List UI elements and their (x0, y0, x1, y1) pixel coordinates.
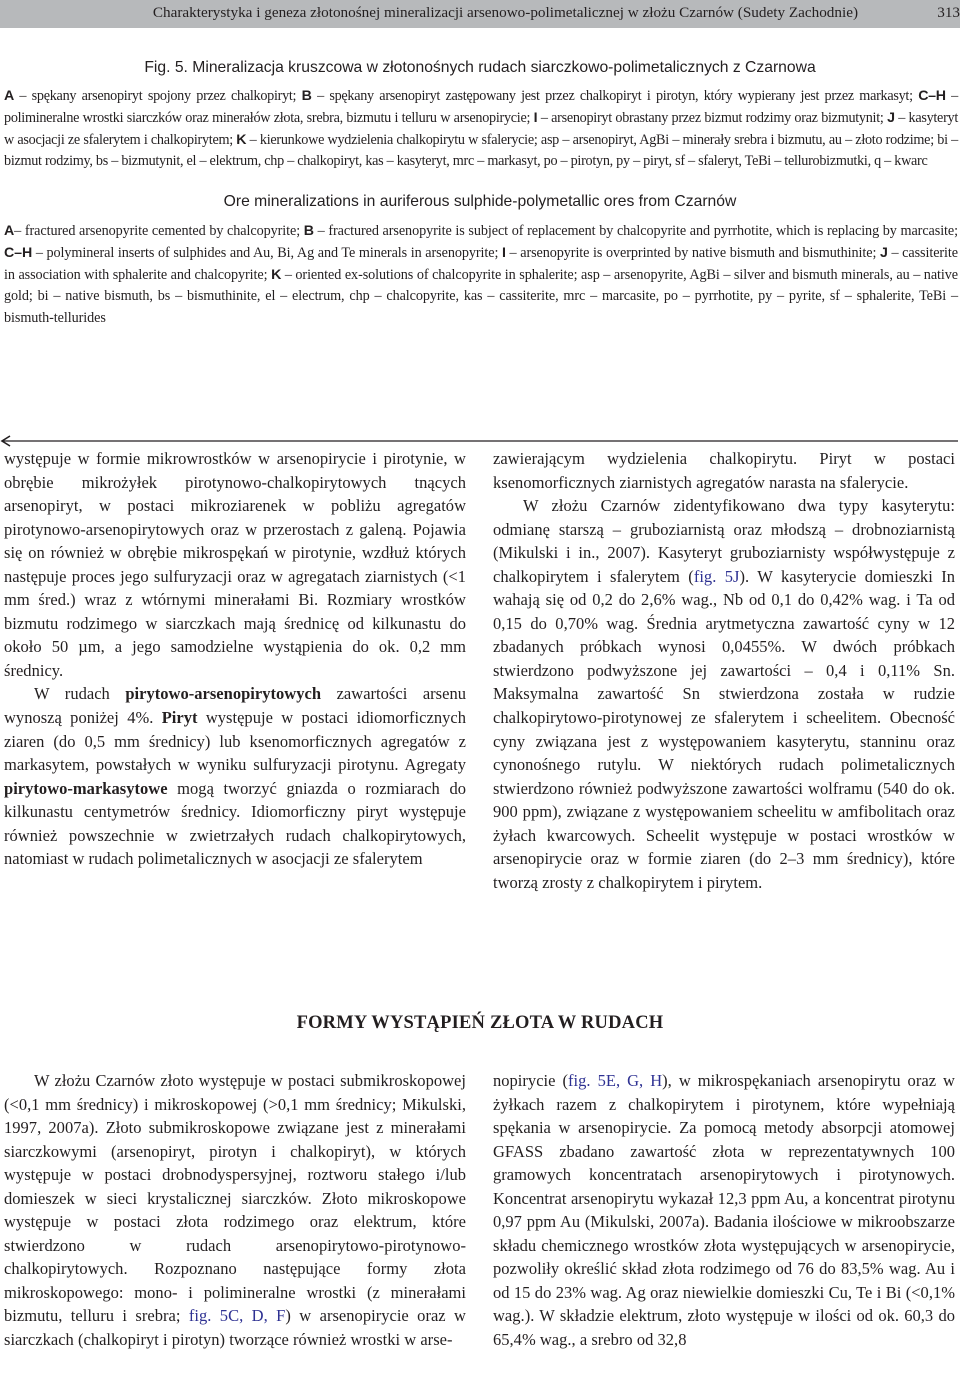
paragraph: W rudach pirytowo-arsenopirytowych zawartości arsenu wynoszą poniżej 4%. Piryt występuje w postaci idiomorficznych ziaren (do 0,5 mm średnicy) lub ksenomorficznych agregatów z markasytem, powstałych w wyniku sulfuryzacji pirotynu. Agregaty pirytowo-markasytowe mogą tworzyć gniazda o rozmiarach do kilkunastu centymetrów średnicy. Idiomorficzny piryt występuje również powszechnie w zwietrzałych rudach chalkopirytowych, natomiast w rudach polimetalicznych w asocjacji ze sfalerytem (4, 684, 466, 869)
running-header (0, 0, 960, 28)
caption-pl-label-a: A – spękany arsenopiryt spojony przez chalkopiryt; (4, 88, 302, 104)
caption-en-label-c-h: C–H – polymineral inserts of sulphides and Au, Bi, Ag and Te minerals in arsenopyrite; (4, 244, 502, 261)
paragraph: W złożu Czarnów zidentyfikowano dwa typy kasyterytu: odmianę starszą – gruboziarnistą oraz młodszą – drobnoziarnistą (Mikulski i in., 2007). Kasyteryt gruboziarnisty współwystępuje z chalkopirytem i sfalerytem (fig. 5J). W kasyterycie domieszki In wahają się od 0,2 do 2,6% wag., Nb od 0,1 do 0,42% wag. i Ta od 0,15 do 0,70% wag. Średnia arytmetyczna zawartość cyny w 12 zbadanych próbkach wynosi 0,0455%. W dwóch próbkach stwierdzono podwyższone jej zawartości – 0,4 i 0,11% Sn. Maksymalna zawartość Sn stwierdzona została w rudzie chalkopirytowo-pirotynowej ze sfalerytem i scheelitem. Obecność cyny związana jest z występowaniem kasyterytu, stanninu oraz cynonośnego rutylu. W niektórych rudach polimetalicznych stwierdzono również podwyższone zawartości wolframu (540 do ok. 900 ppm), związane z występowaniem scheelitu w amfibolitach oraz żyłach kwarcowych. Scheelit występuje w postaci wrostków w arsenopirycie oraz w formie ziaren (do 2–3 mm średnicy), które tworzą zrosty z chalkopirytem i pirytem. (493, 496, 956, 892)
figure-caption-en (4, 221, 958, 330)
caption-en-label-k: K – oriented ex-solutions of chalcopyrite in sphalerite; asp – arsenopyrite, AgBi – silver and bismuth minerals, au – native gold; bi – native bismuth, bs – bismuthinite, el – electrum, chp – chalcopyrite, kas – cassiterite, mrc – marcasite, po – pyrrhotite, py – pyrite, sf – sphalerite, TeBi – bismuth-tellurides (4, 266, 958, 327)
continuation-arrow-icon (0, 435, 960, 447)
paragraph: nopirycie (fig. 5E, G, H), w mikrospękaniach arsenopirytu oraz w żyłkach razem z chalkopirytem i pirotynem, które wypełniają spękania w arsenopirycie. Za pomocą metody absorpcji atomowej GFASS zbadano zawartość złota w reprezentatywnych 100 gramowych koncentratach arsenopirytowych i pirotynowych. Koncentrat arsenopirytu wykazał 12,3 ppm Au, a koncentrat pirotynu 0,97 ppm Au (Mikulski, 2007a). Badania ilościowe w mikroobszarze składu chemicznego wrostków złota występujących w arsenopirycie, pozwoliły określić skład złota rodzimego od 76 do 83,5% wag. Au i od 15 do 23% wag. Ag oraz niewielkie domieszki Cu, Te i Bi (<0,1% wag.). W składzie elektrum, złoto występuje w ilości od ok. 60,3 do 65,4% wag., a srebro od 32,8 (493, 1071, 955, 1350)
figure-title: Fig. 5. Mineralizacja kruszcowa w złotonośnych rudach siarczkowo-polimetalicznych z Czarnowa (144, 59, 816, 76)
figure-link[interactable]: fig. 5J (693, 566, 740, 586)
paragraph: W złożu Czarnów złoto występuje w postaci submikroskopowej (<0,1 mm średnicy) i mikroskopowej (>0,1 mm średnicy; Mikulski, 1997, 2007a). Złoto submikroskopowe związane jest z minerałami siarczkowymi (arsenopiryt, pirotyn i chalkopiryt), w których występuje w postaci drobnodyspersyjnej, roztworu stałego i/lub domieszek w sieci krystalicznej siarczków. Złoto mikroskopowe występuje w postaci złota rodzimego oraz elektrum, które stwierdzono w rudach arsenopirytowo-pirotynowo-chalkopirytowych. Rozpoznano następujące formy złota mikroskopowego: mono- i polimineralne wrostki (z minerałami bizmutu, telluru i srebra; fig. 5C, D, F) w arsenopirycie oraz w siarczkach (chalkopiryt i pirotyn) tworzące również wrostki w arse- (4, 1071, 466, 1350)
running-header-title: Charakterystyka i geneza złotonośnej mineralizacji arsenowo-polimetalicznej w złożu Czarnów (Sudety Zachodnie) (152, 4, 858, 21)
caption-en-label-i: I – arsenopyrite is overprinted by native bismuth and bismuthinite; (502, 244, 880, 261)
paragraph: występuje w formie mikrowrostków w arsenopirycie i pirotynie, w obrębie mikrożyłek pirotynowo-chalkopirytowych tnących arsenopiryt, w postaci mikroziarenek w pobliżu agregatów pirotynowo-arsenopirytowych oraz w przerostach z galeną. Pojawia się on również w obrębie mikrospękań w pirotynie, wzdłuż których następuje proces jego sulfuryzacji oraz w agregatach ziarnistych (<1 mm śred.) wraz z wtórnymi minerałami Bi. Rozmiary wrostków bizmutu rodzimego w siarczkach mają średnicę od kilkunastu do około 50 µm, a jego samodzielne wystąpienia do ok. 0,2 mm średnicy. (4, 449, 466, 680)
caption-pl-label-b: B – spękany arsenopiryt zastępowany jest przez chalkopiryt i pirotyn, który wypierany jest przez markasyt; (301, 88, 919, 104)
section-heading: FORMY WYSTĄPIEŃ ZŁOTA W RUDACH (296, 1013, 664, 1033)
figure-title-en: Ore mineralizations in auriferous sulphide-polymetallic ores from Czarnów (223, 193, 737, 210)
body-column-right-2 (493, 1069, 955, 1352)
figure-link[interactable]: fig. 5C, D, F (188, 1306, 286, 1326)
figure-caption-pl (4, 86, 958, 173)
caption-pl-label-k: K – kierunkowe wydzielenia chalkopirytu w sfalerycie; asp – arsenopiryt, AgBi – minerały srebra i bizmutu, au – złoto rodzime; bi – bizmut rodzimy, bs – bizmutynit, el – elektrum, chp – chalkopiryt, kas – kasyteryt, mrc – markasyt, po – pirotyn, py – piryt, sf – sfaleryt, TeBi – tellurobizmutki, q – kwarc (4, 131, 958, 170)
body-column-left (4, 447, 466, 871)
body-column-left-2 (4, 1069, 466, 1352)
caption-en-label-j: J – cassiterite in association with sphalerite and chalcopyrite; (4, 244, 959, 283)
paragraph: zawierającym wydzielenia chalkopirytu. Piryt w postaci ksenomorficznych ziarnistych agregatów narasta na sfalerycie. (493, 449, 955, 492)
caption-pl-label-c-h: C–H – polimineralne wrostki siarczków oraz minerałów złota, srebra, bizmutu i telluru w arsenopirycie; (4, 88, 958, 126)
page-number: 313 (937, 4, 960, 21)
figure-link[interactable]: fig. 5E, G, H (568, 1071, 663, 1090)
caption-pl-label-i: I – arsenopiryt obrastany przez bizmut rodzimy oraz bizmutynit; (533, 109, 888, 126)
caption-en-label-a: A– fractured arsenopyrite cemented by chalcopyrite; (4, 223, 304, 239)
body-column-right (493, 447, 955, 894)
caption-pl-label-j: J – kasyteryt w asocjacji ze sfalerytem i chalkopirytem; (4, 109, 958, 148)
caption-en-label-b: B – fractured arsenopyrite is subject of replacement by chalcopyrite and pyrrhotite, which is replacing by marcasite; (303, 223, 958, 239)
